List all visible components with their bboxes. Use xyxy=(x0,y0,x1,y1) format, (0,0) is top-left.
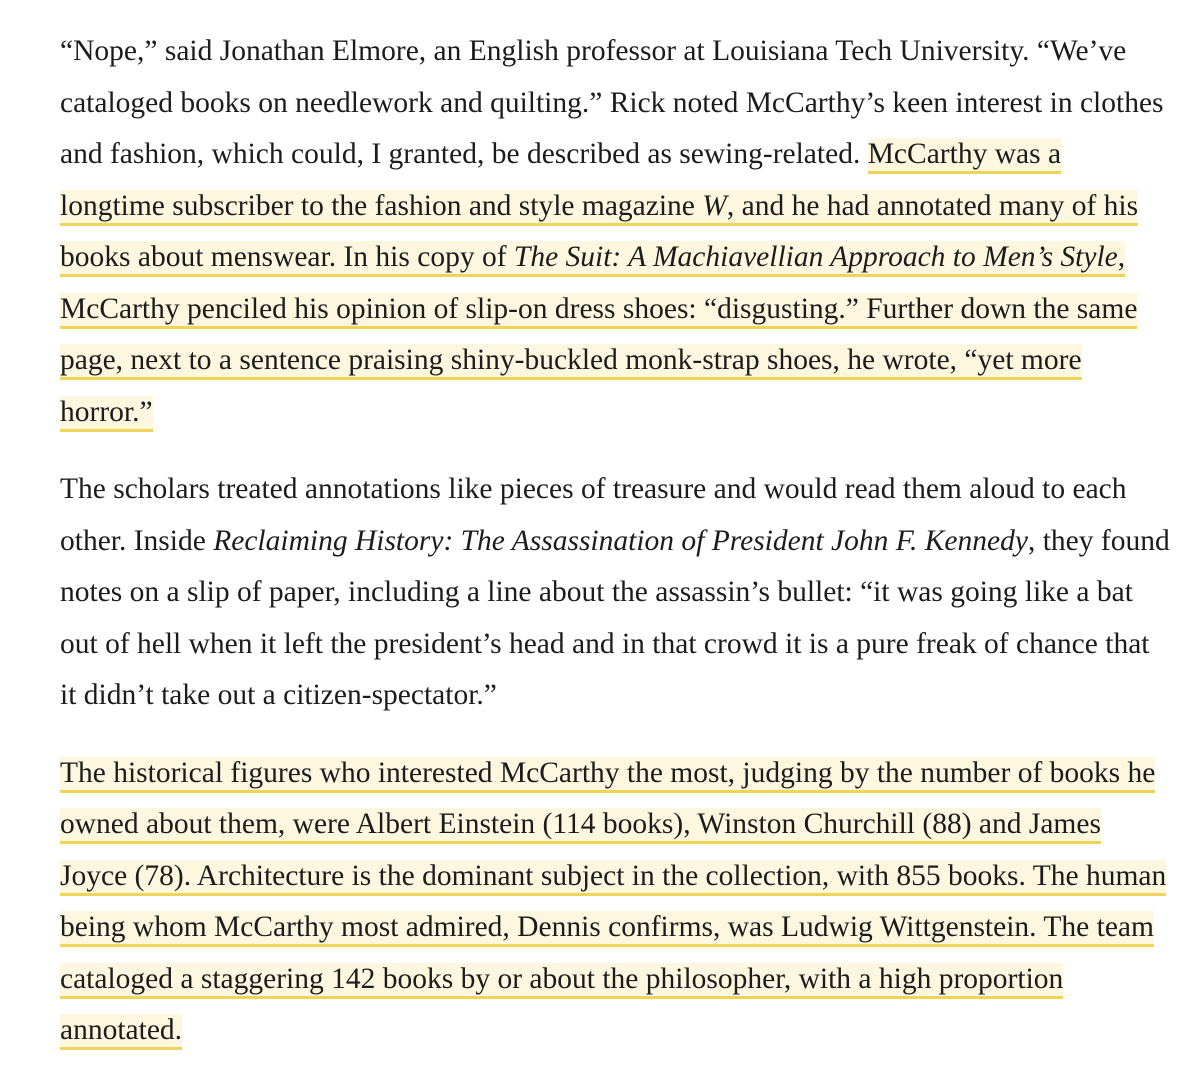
paragraph-1-text: “Nope,” said Jonathan Elmore, an English professor at Louisiana Tech University. “We’ve cataloged books on needlework and quilting.” Rick noted McCarthy’s keen interest in clothes and fashion, which could, I granted, be described as sewing-related. xyxy=(60,35,1164,170)
paragraph-2-text-a: The scholars treated annotations like pieces of treasure and would read them aloud to each other. Inside xyxy=(60,473,1127,557)
paragraph-2 xyxy=(60,464,1170,722)
book-title-reclaiming-history: Reclaiming History: The Assassination of President John F. Kennedy xyxy=(213,524,1028,557)
paragraph-1 xyxy=(60,26,1170,438)
highlight-2[interactable]: The historical figures who interested McCarthy the most, judging by the number of books he owned about them, were Albert Einstein (114 books), Winston Churchill (88) and James Joyce (78). Architecture is the dominant subject in the collection, with 855 books. The human being whom McCarthy most admired, Dennis confirms, was Ludwig Wittgenstein. The team cataloged a staggering 142 books by or about the philosopher, with a high proportion annotated. xyxy=(60,757,1166,1051)
highlight-1-text-c: , McCarthy penciled his opinion of slip-on dress shoes: “disgusting.” Further down the same page, next to a sentence praising shiny-buckled monk-strap shoes, he wrote, “yet more horror.” xyxy=(60,241,1138,428)
highlight-1-text-b: , and he had annotated many of his books about menswear. In his copy of xyxy=(60,189,1139,273)
highlight-1[interactable] xyxy=(60,138,1138,432)
article-body xyxy=(60,26,1170,1083)
book-title-suit: The Suit: A Machiavellian Approach to Men’s Style xyxy=(513,241,1118,273)
paragraph-3 xyxy=(60,748,1170,1057)
highlight-1-text-a: McCarthy was a longtime subscriber to the fashion and style magazine xyxy=(60,138,1062,222)
magazine-title: W xyxy=(702,189,727,222)
paragraph-2-text-b: , they found notes on a slip of paper, including a line about the assassin’s bullet: “it was going like a bat out of hell when it left the president’s head and in that crowd it is a pure freak of chance that it didn’t take out a citizen-spectator.” xyxy=(60,524,1170,711)
